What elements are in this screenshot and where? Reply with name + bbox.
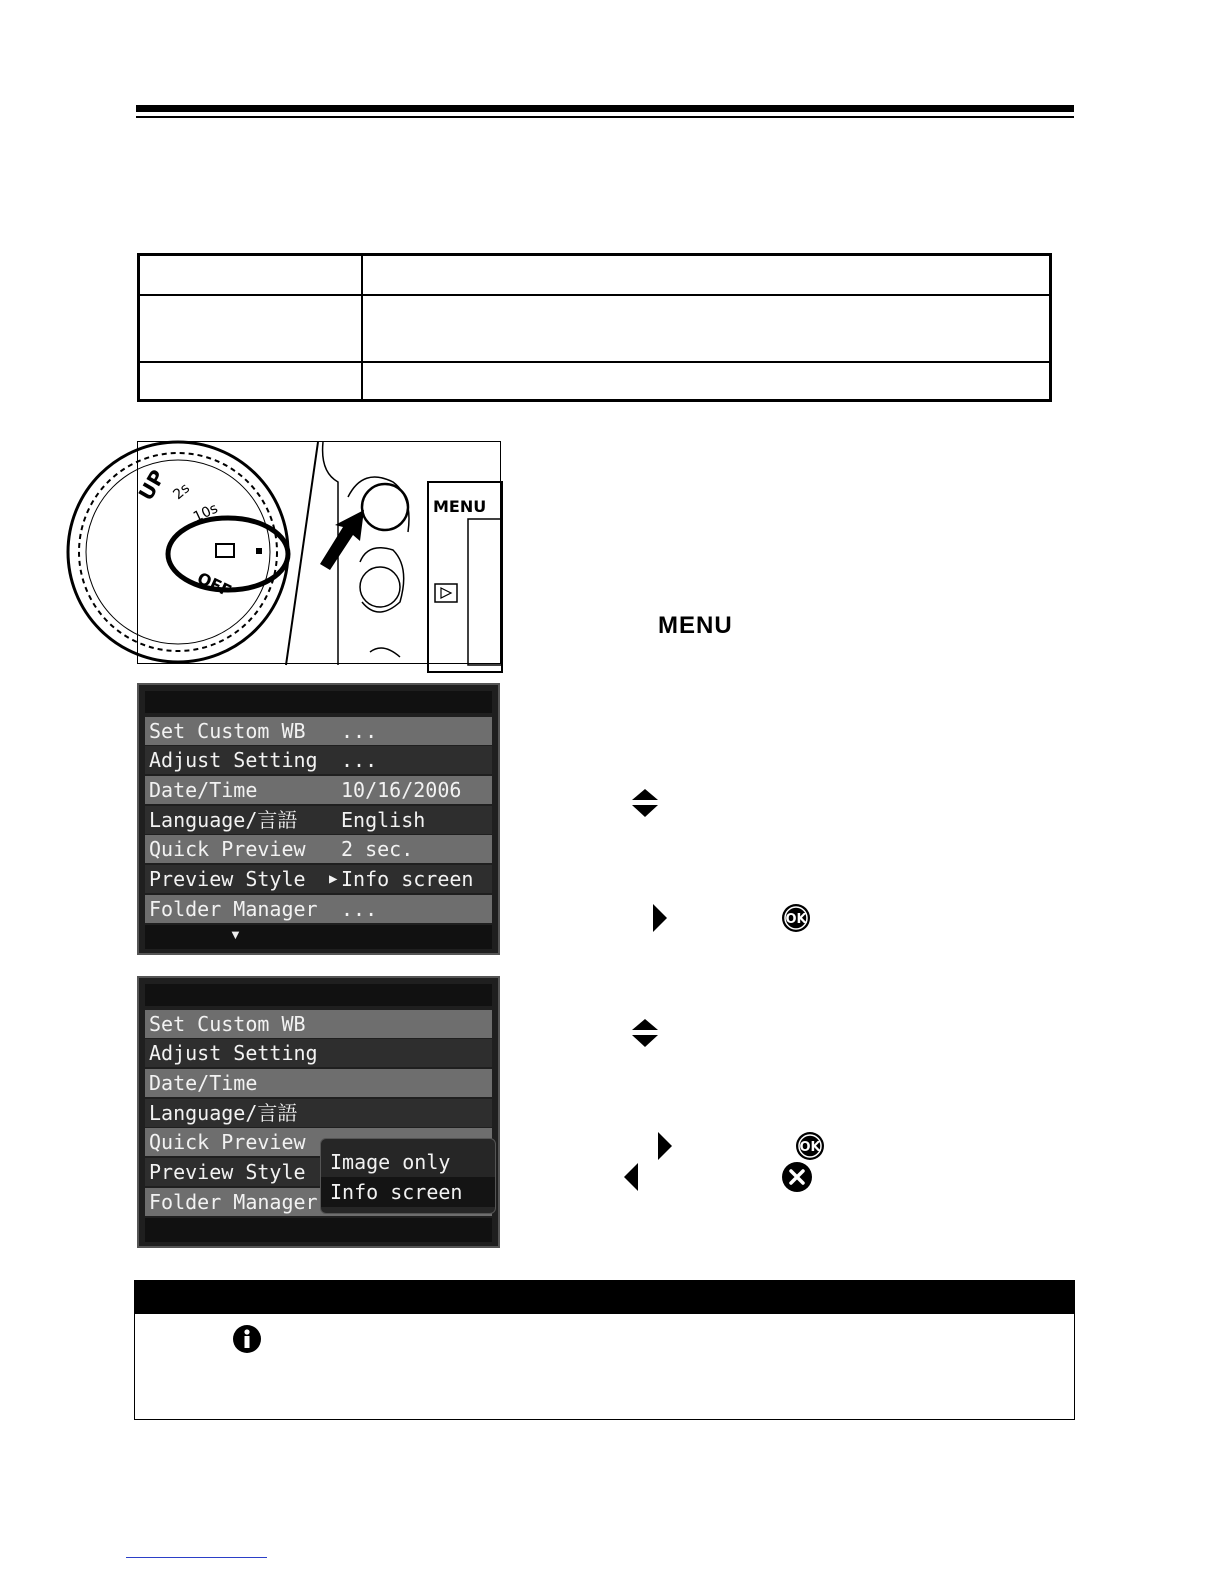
svg-text:OK: OK <box>785 912 807 927</box>
ok-button-icon <box>794 1130 826 1162</box>
menu-item-adjust-setting[interactable] <box>145 1039 492 1067</box>
menu-item-value: ... <box>341 719 378 743</box>
menu-item-language[interactable] <box>145 806 492 834</box>
menu-item-label: Preview Style <box>149 1160 306 1184</box>
single-frame-mode-icon <box>216 544 234 557</box>
dial-label-off: OFF <box>194 568 235 601</box>
playback-button-icon <box>435 584 457 602</box>
table-column-divider <box>361 256 363 399</box>
lcd-bottom-bar <box>145 925 492 949</box>
menu-item-value: 2 sec. <box>341 837 414 861</box>
header-rule-thin <box>136 116 1074 118</box>
dial-label-up: UP <box>133 465 170 505</box>
menu-item-value: Info screen <box>341 867 474 891</box>
selection-pointer-icon: ▶ <box>329 871 338 887</box>
lcd-menu-screen-1 <box>137 683 500 955</box>
svg-text:OK: OK <box>799 1140 821 1155</box>
menu-item-set-custom-wb[interactable] <box>145 1010 492 1038</box>
menu-item-label: Language/言語 <box>149 1101 298 1125</box>
dial-label-2s: 2s <box>170 480 193 504</box>
right-arrow-icon <box>651 902 669 934</box>
press-arrow-icon <box>320 510 364 570</box>
menu-button-reference: MENU <box>658 612 733 639</box>
footer-link-underline <box>126 1557 267 1558</box>
info-icon <box>232 1324 262 1354</box>
menu-item-value: 10/16/2006 <box>341 778 462 802</box>
menu-button-icon <box>362 484 408 530</box>
dial-index-mark-icon <box>256 548 262 554</box>
menu-item-label: Quick Preview <box>149 1130 306 1154</box>
menu-item-label: Set Custom WB <box>149 719 306 743</box>
menu-item-language[interactable] <box>145 1099 492 1127</box>
menu-label-camera: MENU <box>433 497 487 516</box>
left-arrow-icon <box>622 1161 640 1193</box>
menu-item-date-time[interactable] <box>145 776 492 804</box>
camera-dial-svg <box>133 442 502 665</box>
menu-item-label: Date/Time <box>149 778 258 802</box>
menu-item-label: Folder Manager <box>149 1190 318 1214</box>
menu-item-preview-style[interactable] <box>145 865 492 893</box>
popup-option-image-only[interactable]: Image only <box>330 1150 451 1174</box>
menu-item-value: English <box>341 808 426 832</box>
lcd-top-bar <box>145 984 492 1006</box>
lcd-top-bar <box>145 691 492 713</box>
menu-item-label: Preview Style <box>149 867 306 891</box>
right-arrow-icon <box>656 1130 674 1162</box>
note-header-bar <box>134 1280 1075 1314</box>
menu-item-label: Adjust Setting <box>149 748 318 772</box>
camera-illustration <box>133 441 501 664</box>
up-down-arrow-icon <box>630 787 660 819</box>
ok-button-icon <box>780 902 812 934</box>
menu-item-adjust-setting[interactable] <box>145 746 492 774</box>
menu-item-label: Quick Preview <box>149 837 306 861</box>
scroll-down-icon[interactable]: ▼ <box>229 927 242 942</box>
menu-item-date-time[interactable] <box>145 1069 492 1097</box>
menu-item-value: ... <box>341 897 378 921</box>
note-box <box>134 1314 1075 1420</box>
cancel-button-icon <box>781 1161 813 1193</box>
preview-style-popup <box>320 1138 496 1214</box>
menu-item-label: Set Custom WB <box>149 1012 306 1036</box>
menu-item-set-custom-wb[interactable] <box>145 717 492 745</box>
header-rule-thick <box>136 105 1074 112</box>
table-row <box>140 296 1049 363</box>
menu-item-quick-preview[interactable] <box>145 835 492 863</box>
menu-item-folder-manager[interactable] <box>145 895 492 923</box>
menu-item-value: ... <box>341 748 378 772</box>
up-down-arrow-icon <box>630 1017 660 1049</box>
lcd-menu-screen-2 <box>137 976 500 1248</box>
lcd-bottom-bar <box>145 1218 492 1242</box>
dial-label-10s: 10s <box>190 500 221 526</box>
menu-item-label: Folder Manager <box>149 897 318 921</box>
popup-option-info-screen[interactable]: Info screen <box>321 1177 495 1207</box>
table-row <box>140 363 1049 399</box>
table-row <box>140 256 1049 296</box>
spec-table <box>137 253 1052 402</box>
menu-item-label: Adjust Setting <box>149 1041 318 1065</box>
menu-item-label: Date/Time <box>149 1071 258 1095</box>
menu-item-label: Language/言語 <box>149 808 298 832</box>
